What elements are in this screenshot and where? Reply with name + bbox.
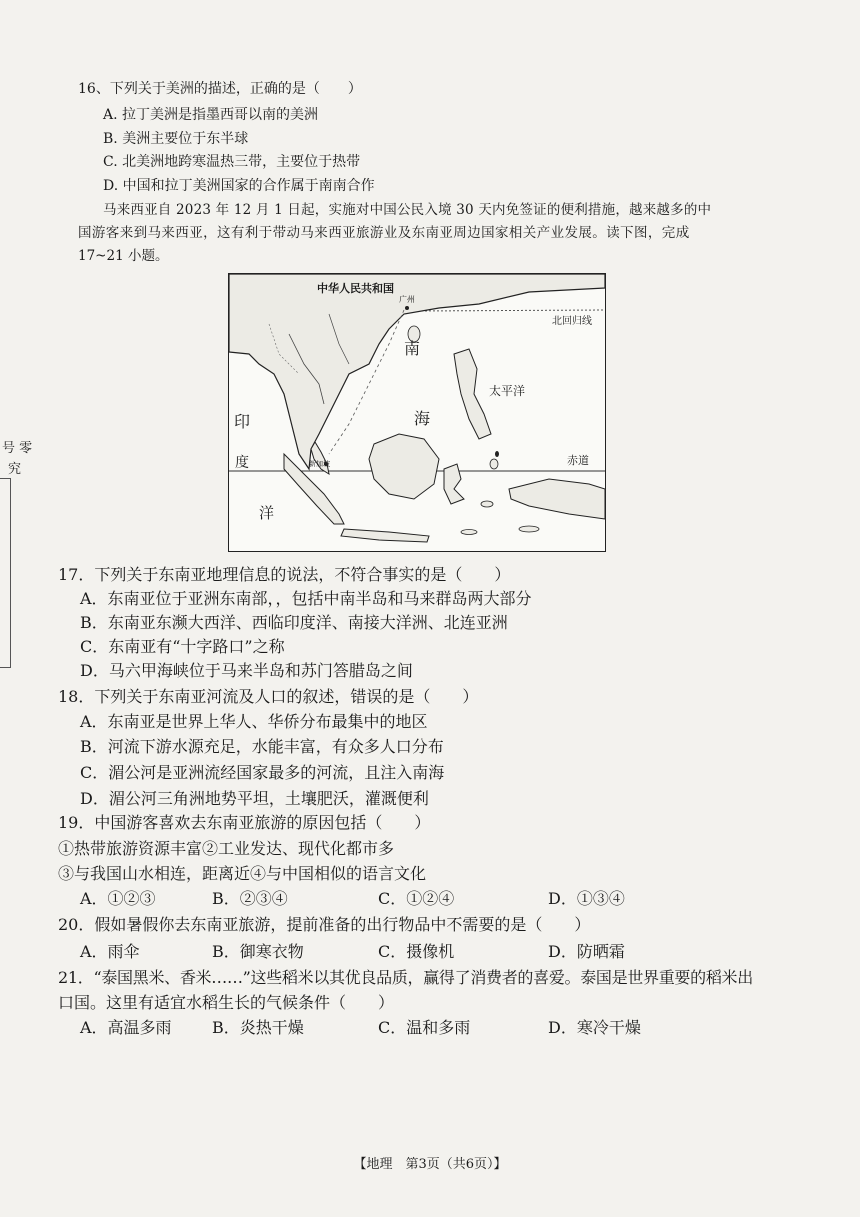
map-label-india-2: 度 <box>235 455 249 471</box>
q19-item-1: ①热带旅游资源丰富②工业发达、现代化都市多 <box>58 839 395 858</box>
q21-stem-line-1: 21．“泰国黑米、香米……”这些稻米以其优良品质，赢得了消费者的喜爱。泰国是世界重要的稻米出 <box>58 968 753 987</box>
q19-option-b: B．②③④ <box>212 889 288 908</box>
q18-stem: 18．下列关于东南亚河流及人口的叙述，错误的是（ ） <box>58 687 479 706</box>
q21-option-c: C．温和多雨 <box>378 1018 471 1037</box>
map-label-tropic: 北回归线 <box>552 316 592 327</box>
q20-option-d: D．防晒霜 <box>548 942 625 961</box>
q17-stem: 17．下列关于东南亚地理信息的说法，不符合事实的是（ ） <box>58 565 511 584</box>
q18-option-b: B．河流下游水源充足，水能丰富，有众多人口分布 <box>80 737 444 756</box>
q20-stem: 20．假如暑假你去东南亚旅游，提前准备的出行物品中不需要的是（ ） <box>58 915 591 934</box>
q19-option-d: D．①③④ <box>548 889 625 908</box>
margin-mark-2: 究 <box>8 462 22 477</box>
q18-option-a: A．东南亚是世界上华人、华侨分布最集中的地区 <box>80 712 428 731</box>
southeast-asia-map <box>228 273 606 552</box>
q19-item-2: ③与我国山水相连，距离近④与中国相似的语言文化 <box>58 864 427 883</box>
q21-option-d: D．寒冷干燥 <box>548 1018 641 1037</box>
map-label-equator: 赤道 <box>567 454 589 467</box>
map-label-china: 中华人民共和国 <box>317 282 394 295</box>
q17-option-c: C．东南亚有“十字路口”之称 <box>80 637 285 656</box>
intro-line-1: 马来西亚自 2023 年 12 月 1 日起，实施对中国公民入境 30 天内免签证的便利措施，越来越多的中 <box>103 202 712 218</box>
margin-binding-box <box>0 478 11 668</box>
q18-option-d: D．湄公河三角洲地势平坦，土壤肥沃，灌溉便利 <box>80 789 429 808</box>
page-footer: 【地理 第3页（共6页）】 <box>353 1157 507 1172</box>
q18-option-c: C．湄公河是亚洲流经国家最多的河流，且注入南海 <box>80 763 445 782</box>
q19-stem: 19．中国游客喜欢去东南亚旅游的原因包括（ ） <box>58 813 431 832</box>
margin-mark-1: 号 零 <box>2 441 33 456</box>
map-label-south: 南 <box>404 339 421 358</box>
q16-stem: 16、下列关于美洲的描述，正确的是（ ） <box>78 81 362 97</box>
intro-line-2: 国游客来到马来西亚，这有利于带动马来西亚旅游业及东南亚周边国家相关产业发展。读下图，完成 <box>78 225 690 241</box>
q16-option-c: C. 北美洲地跨寒温热三带，主要位于热带 <box>103 154 361 170</box>
q20-option-c: C．摄像机 <box>378 942 455 961</box>
q19-option-c: C．①②④ <box>378 889 455 908</box>
q17-option-a: A．东南亚位于亚洲东南部，，包括中南半岛和马来群岛两大部分 <box>80 589 532 608</box>
map-label-india-3: 洋 <box>259 504 275 522</box>
map-label-sea: 海 <box>414 409 431 428</box>
q21-option-b: B．炎热干燥 <box>212 1018 304 1037</box>
q21-stem-line-2: 口国。这里有适宜水稻生长的气候条件（ ） <box>58 993 395 1012</box>
map-label-india-1: 印 <box>234 412 251 431</box>
q17-option-d: D．马六甲海峡位于马来半岛和苏门答腊岛之间 <box>80 661 413 680</box>
q21-option-a: A．高温多雨 <box>80 1018 172 1037</box>
q17-option-b: B．东南亚东濒大西洋、西临印度洋、南接大洋洲、北连亚洲 <box>80 613 508 632</box>
q19-option-a: A．①②③ <box>80 889 156 908</box>
map-label-pacific: 太平洋 <box>489 384 526 398</box>
map-label-singapore: 新加坡 <box>309 460 330 468</box>
q20-option-b: B．御寒衣物 <box>212 942 304 961</box>
q16-option-d: D. 中国和拉丁美洲国家的合作属于南南合作 <box>103 178 375 194</box>
q20-option-a: A．雨伞 <box>80 942 140 961</box>
q16-option-a: A. 拉丁美洲是指墨西哥以南的美洲 <box>103 107 319 123</box>
q16-option-b: B. 美洲主要位于东半球 <box>103 131 249 147</box>
intro-line-3: 17~21 小题。 <box>78 248 169 264</box>
map-label-guangzhou: 广州 <box>399 295 415 304</box>
